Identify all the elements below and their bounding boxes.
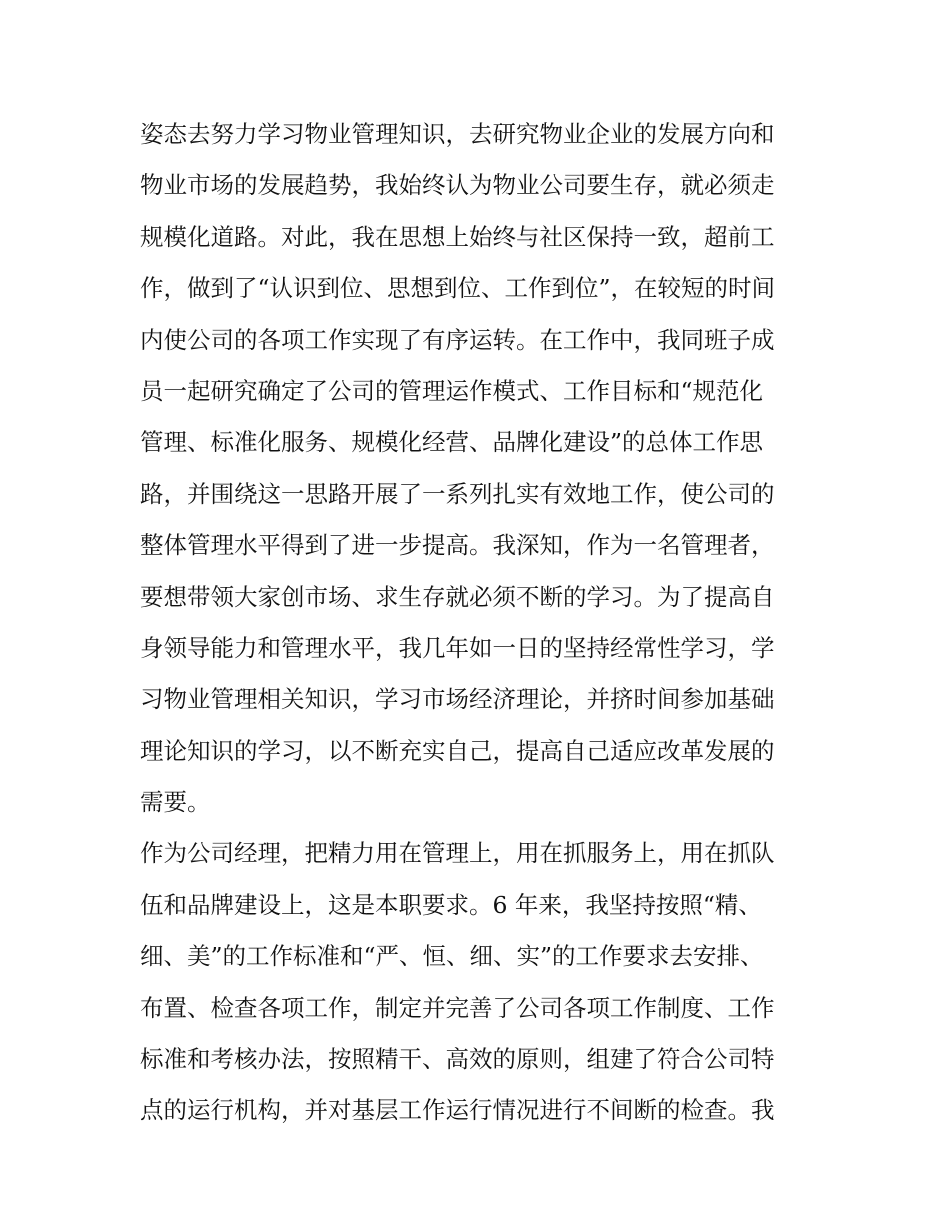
- text-line: 内使公司的各项工作实现了有序运转。在工作中，我同班子成: [140, 325, 775, 354]
- text-line: 作为公司经理，把精力用在管理上，用在抓服务上，用在抓队: [140, 839, 775, 868]
- text-line: 需要。: [140, 788, 211, 817]
- text-line: 姿态去努力学习物业管理知识，去研究物业企业的发展方向和: [140, 120, 775, 148]
- text-line: 理论知识的学习，以不断充实自己，提高自己适应改革发展的: [140, 736, 775, 765]
- text-line: 作，做到了“认识到位、思想到位、工作到位”，在较短的时间: [140, 274, 776, 303]
- text-line: 布置、检查各项工作，制定并完善了公司各项工作制度、工作: [140, 993, 775, 1022]
- text-line: 细、美”的工作标准和“严、恒、细、实”的工作要求去安排、: [140, 942, 764, 971]
- text-line: 员一起研究确定了公司的管理运作模式、工作目标和“规范化: [140, 376, 764, 405]
- text-line: 路，并围绕这一思路开展了一系列扎实有效地工作，使公司的: [140, 479, 775, 508]
- text-line: 管理、标准化服务、规模化经营、品牌化建设”的总体工作思: [140, 428, 764, 457]
- paragraph: [140, 828, 820, 1136]
- text-line: 习物业管理相关知识，学习市场经济理论，并挤时间参加基础: [140, 685, 775, 714]
- body-text: [140, 109, 820, 1137]
- text-line: 身领导能力和管理水平，我几年如一日的坚持经常性学习，学: [140, 633, 775, 662]
- text-line: 标准和考核办法，按照精干、高效的原则，组建了符合公司特: [140, 1045, 775, 1074]
- paragraph: [140, 109, 820, 828]
- text-line: 规模化道路。对此，我在思想上始终与社区保持一致，超前工: [140, 222, 775, 251]
- text-line: 伍和品牌建设上，这是本职要求。6 年来，我坚持按照“精、: [140, 890, 762, 919]
- text-line: 要想带领大家创市场、求生存就必须不断的学习。为了提高自: [140, 582, 775, 611]
- text-line: 物业市场的发展趋势，我始终认为物业公司要生存，就必须走: [140, 171, 775, 200]
- text-line: 点的运行机构，并对基层工作运行情况进行不间断的检查。我: [140, 1096, 775, 1125]
- text-line: 整体管理水平得到了进一步提高。我深知，作为一名管理者，: [140, 531, 775, 560]
